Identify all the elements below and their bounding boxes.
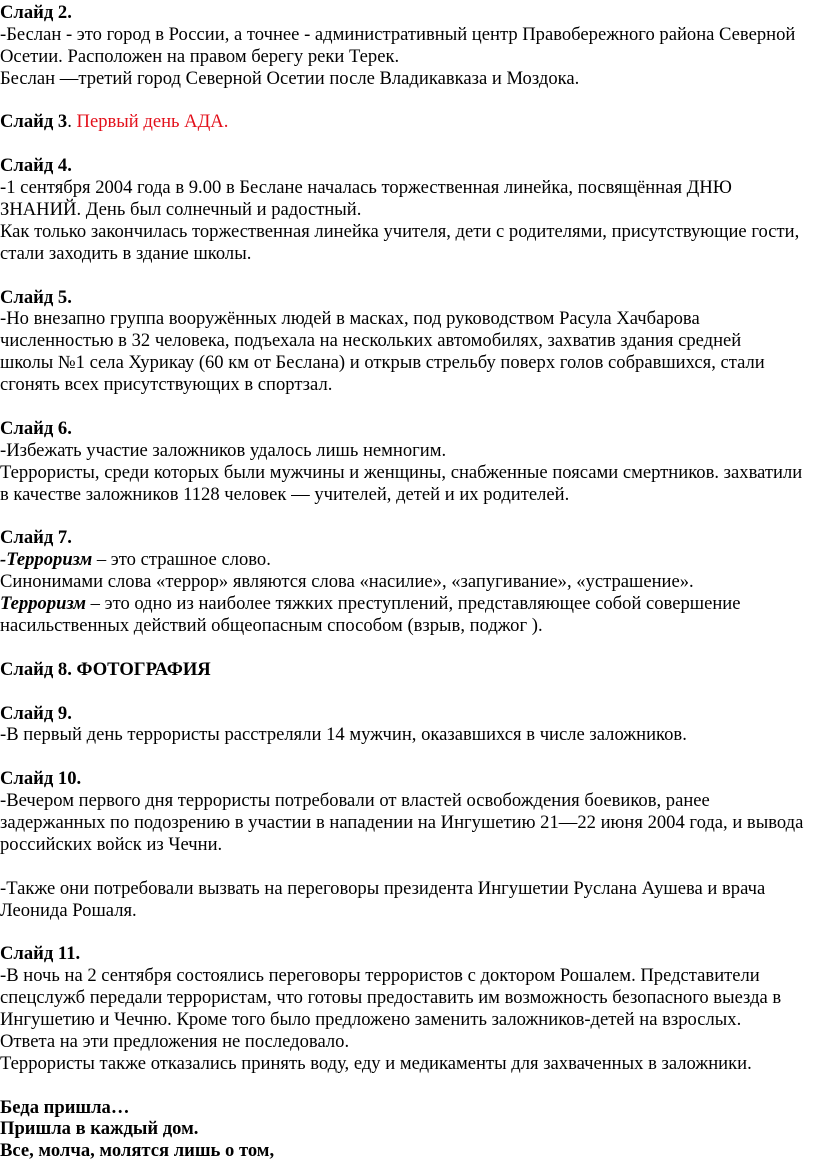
slide-11-line-5: Террористы также отказались принять воду, еду и медикаменты для захваченных в заложники. bbox=[0, 1052, 752, 1074]
slide-11-line-2: спецслужб передали террористам, что готовы предоставить им возможность безопасного выезда в bbox=[0, 987, 782, 1009]
slide-7-heading: Слайд 7. bbox=[0, 527, 72, 549]
paragraph-gap bbox=[0, 637, 810, 659]
slide-4-line-2: ЗНАНИЙ. День был солнечный и радостный. bbox=[0, 199, 362, 221]
slide-6-heading: Слайд 6. bbox=[0, 417, 72, 439]
slide-11-heading: Слайд 11. bbox=[0, 943, 81, 965]
poem-line-3: Все, молча, молятся лишь о том, bbox=[0, 1140, 275, 1162]
slide-2-line-1: -Беслан - это город в России, а точнее - административный центр Правобережного района Северной bbox=[0, 23, 796, 45]
slide-10-line-4: -Также они потребовали вызвать на переговоры президента Ингушетии Руслана Аушева и врача bbox=[0, 877, 766, 899]
slide-10-line-5: Леонида Рошаля. bbox=[0, 899, 137, 921]
slide-11-line-1: -В ночь на 2 сентября состоялись переговоры террористов с доктором Рошалем. Представители bbox=[0, 965, 760, 987]
paragraph-gap bbox=[0, 856, 810, 878]
slide-6-line-1: -Избежать участие заложников удалось лишь немногим. bbox=[0, 439, 447, 461]
poem-line-1: Беда пришла… bbox=[0, 1096, 130, 1118]
terrorism-term: Терроризм bbox=[0, 593, 86, 615]
slide-3-paragraph bbox=[0, 111, 810, 133]
paragraph-gap bbox=[0, 921, 810, 943]
paragraph-gap bbox=[0, 746, 810, 768]
paragraph-gap bbox=[0, 90, 810, 112]
slide-3-heading: Слайд 3 bbox=[0, 111, 68, 133]
slide-7-line-1-rest: – это страшное слово. bbox=[92, 549, 271, 571]
slide-5-line-2: численностью в 32 человека, подъехала на нескольких автомобилях, захватив здания средней bbox=[0, 330, 742, 352]
slide-7-line-3 bbox=[0, 593, 810, 615]
slide-7-line-1 bbox=[0, 549, 810, 571]
slide-2-line-3: Беслан —третий город Северной Осетии после Владикавказа и Моздока. bbox=[0, 67, 580, 89]
slide-3-red-title: Первый день АДА. bbox=[76, 111, 229, 133]
slide-11-line-3: Ингушетию и Чечню. Кроме того было предложено заменить заложников-детей на взрослых. bbox=[0, 1008, 742, 1030]
slide-10-line-1: -Вечером первого дня террористы потребовали от властей освобождения боевиков, ранее bbox=[0, 790, 710, 812]
slide-4-line-1: -1 сентября 2004 года в 9.00 в Беслане началась торжественная линейка, посвящённая ДНЮ bbox=[0, 177, 732, 199]
slide-11-line-4: Ответа на эти предложения не последовало. bbox=[0, 1030, 350, 1052]
slide-10-line-2: задержанных по подозрению в участии в нападении на Ингушетию 21—22 июня 2004 года, и вывода bbox=[0, 811, 804, 833]
slide-5-line-3: школы №1 села Хурикау (60 км от Беслана) и открыв стрельбу поверх голов собравшихся, стали bbox=[0, 352, 765, 374]
poem-line-2: Пришла в каждый дом. bbox=[0, 1118, 199, 1140]
slide-4-line-3: Как только закончилась торжественная линейка учителя, дети с родителями, присутствующие гости, bbox=[0, 220, 800, 242]
paragraph-gap bbox=[0, 505, 810, 527]
slide-3-separator: . bbox=[67, 111, 77, 133]
slide-5-line-1: -Но внезапно группа вооружённых людей в масках, под руководством Расула Хачбарова bbox=[0, 308, 700, 330]
slide-9-heading: Слайд 9. bbox=[0, 702, 72, 724]
slide-4-heading: Слайд 4. bbox=[0, 155, 72, 177]
slide-7-line-4: насильственных действий общеопасным способом (взрыв, поджог ). bbox=[0, 614, 543, 636]
terrorism-term: -Терроризм bbox=[0, 549, 93, 571]
slide-7-line-2: Синонимами слова «террор» являются слова «насилие», «запугивание», «устрашение». bbox=[0, 571, 694, 593]
slide-5-line-4: сгонять всех присутствующих в спортзал. bbox=[0, 374, 333, 396]
slide-8-heading: Слайд 8. ФОТОГРАФИЯ bbox=[0, 658, 211, 680]
paragraph-gap bbox=[0, 1075, 810, 1097]
slide-5-heading: Слайд 5. bbox=[0, 286, 72, 308]
slide-6-line-3: в качестве заложников 1128 человек — учителей, детей и их родителей. bbox=[0, 483, 570, 505]
paragraph-gap bbox=[0, 681, 810, 703]
paragraph-gap bbox=[0, 133, 810, 155]
paragraph-gap bbox=[0, 265, 810, 287]
slide-6-line-2: Террористы, среди которых были мужчины и женщины, снабженные поясами смертников. захватили bbox=[0, 461, 803, 483]
slide-4-line-4: стали заходить в здание школы. bbox=[0, 242, 252, 264]
slide-7-line-3-rest: – это одно из наиболее тяжких преступлений, представляющее собой совершение bbox=[86, 593, 741, 615]
slide-10-heading: Слайд 10. bbox=[0, 768, 82, 790]
slide-2-line-2: Осетии. Расположен на правом берегу реки Терек. bbox=[0, 45, 400, 67]
slide-10-line-3: российских войск из Чечни. bbox=[0, 833, 223, 855]
slide-2-heading: Слайд 2. bbox=[0, 2, 72, 23]
slide-9-line-1: -В первый день террористы расстреляли 14 мужчин, оказавшихся в числе заложников. bbox=[0, 724, 687, 746]
paragraph-gap bbox=[0, 396, 810, 418]
